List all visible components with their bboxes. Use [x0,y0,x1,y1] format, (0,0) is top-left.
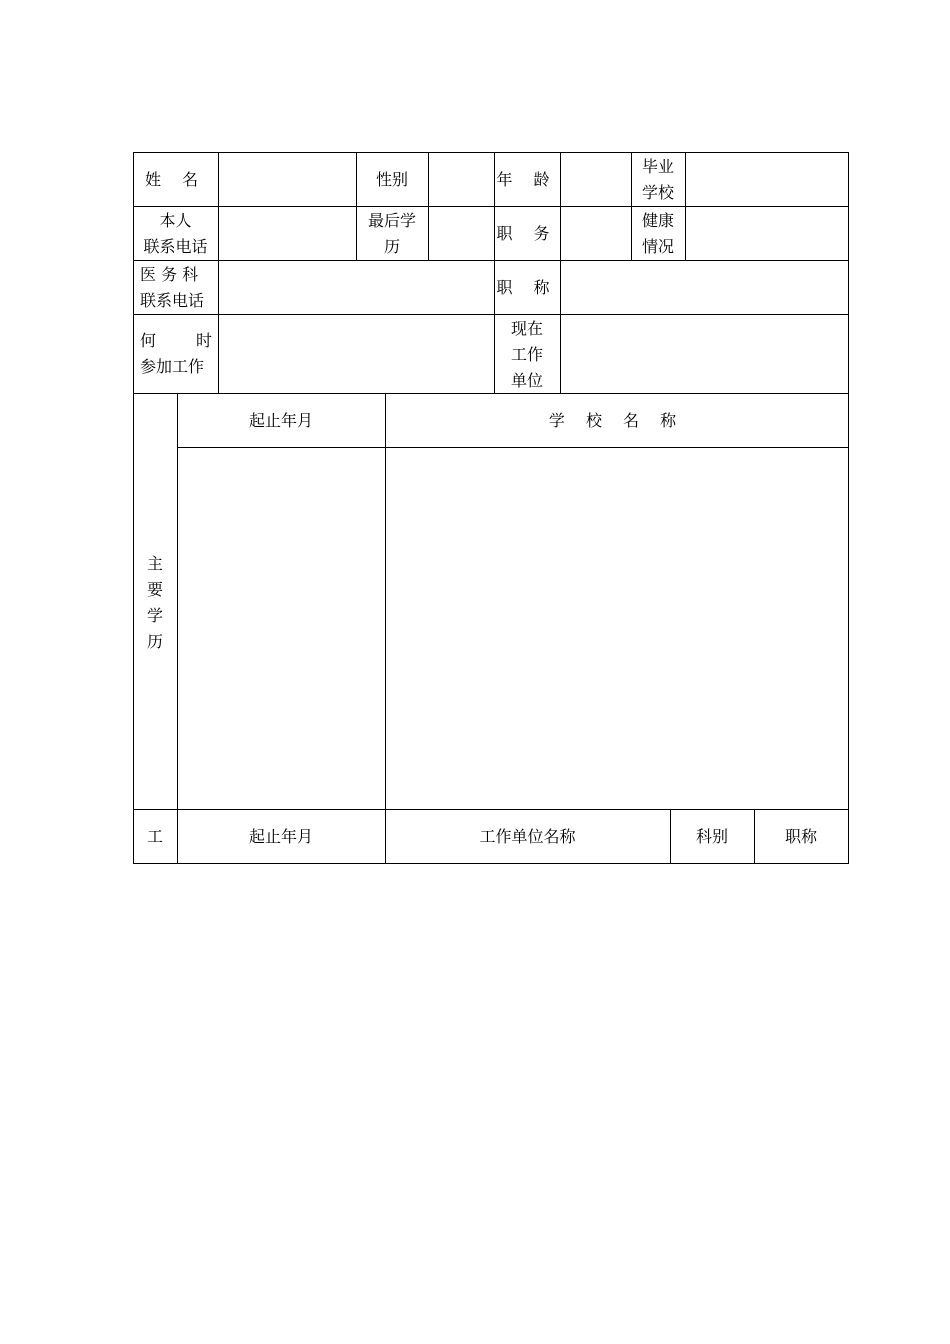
work-start-label: 何 时 参加工作 [140,328,212,380]
table-border-right [848,152,849,864]
table-border-bottom [133,863,849,864]
education-period-field[interactable] [178,448,385,809]
gender-field[interactable] [429,153,494,206]
title-label: 职 称 [496,278,558,297]
row-divider [133,393,849,394]
age-label: 年 龄 [496,170,558,189]
phone-label: 本人 联系电话 [143,211,208,256]
work-start-label-line1: 何 时 [140,331,212,350]
work-title-header: 职称 [784,827,817,846]
education-period-header: 起止年月 [248,411,313,430]
school-label: 毕业 学校 [641,157,674,202]
title-field[interactable] [561,261,848,314]
work-period-header: 起止年月 [248,827,313,846]
education-section-label: 主 要 学 历 [146,554,163,651]
work-section-label: 工 [146,827,163,846]
current-unit-field[interactable] [561,315,848,393]
work-start-field[interactable] [219,315,494,393]
name-field[interactable] [219,153,356,206]
duty-field[interactable] [561,207,631,260]
current-unit-label: 现在 工作 单位 [510,319,543,390]
phone-field[interactable] [219,207,356,260]
name-label: 姓 名 [144,170,207,189]
age-field[interactable] [561,153,631,206]
health-label: 健康 情况 [641,211,674,256]
education-label: 最后学 历 [367,211,416,256]
school-field[interactable] [686,153,848,206]
duty-label: 职 务 [496,224,558,243]
health-field[interactable] [686,207,848,260]
work-dept-header: 科别 [695,827,728,846]
education-school-header: 学 校 名 称 [548,411,685,430]
work-unit-header: 工作单位名称 [479,827,576,846]
gender-label: 性别 [375,170,408,189]
education-school-field[interactable] [386,448,848,809]
dept-phone-label: 医 务 科 联系电话 [140,265,205,310]
row-divider [133,809,849,810]
dept-phone-field[interactable] [219,261,494,314]
education-field[interactable] [429,207,494,260]
